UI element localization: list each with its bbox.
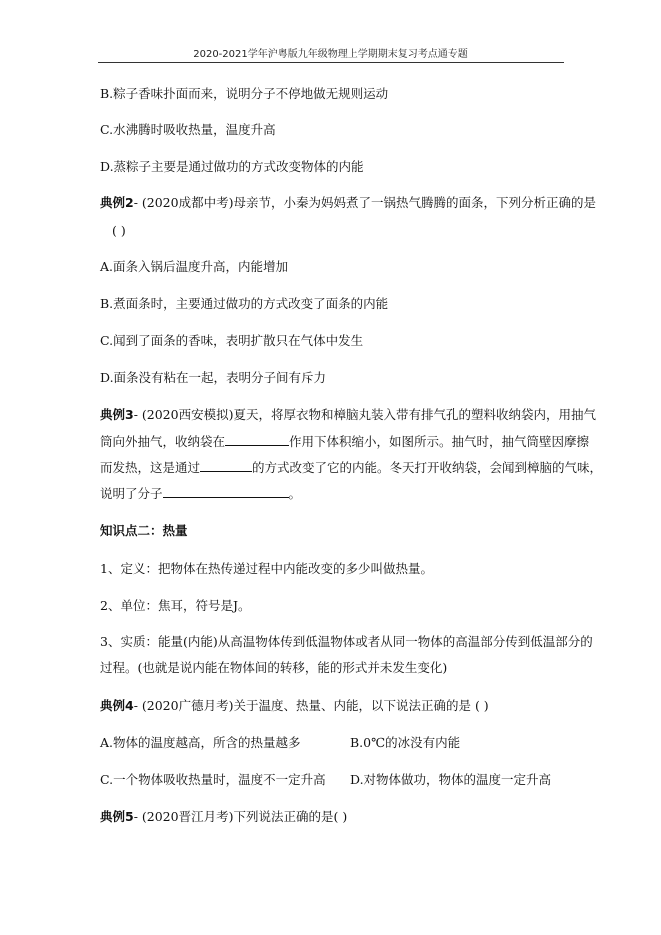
example-4-label: 典例4 [100, 698, 134, 713]
option-c-boiling: C.水沸腾时吸收热量，温度升高 [100, 122, 276, 137]
example-4-question [100, 698, 489, 714]
page-header: 2020-2021学年沪粤版九年级物理上学期期末复习考点通专题 [193, 49, 468, 60]
example-3-text-b1: 筒向外抽气，收纳袋在 [100, 434, 226, 449]
option-c-noodles: C.闻到了面条的香味，表明扩散只在气体中发生 [100, 333, 364, 348]
example-3-line-1 [100, 407, 596, 423]
example-5-question [100, 809, 347, 825]
option-b-noodles: B.煮面条时，主要通过做功的方式改变了面条的内能 [100, 296, 389, 311]
heat-essence-line-1: 3、实质：能量(内能)从高温物体传到低温物体或者从同一物体的高温部分传到低温部分的 [100, 634, 593, 649]
example-2-question [100, 195, 596, 211]
option-d-steaming: D.蒸粽子主要是通过做功的方式改变物体的内能 [100, 159, 364, 174]
example-4-option-d: D.对物体做功，物体的温度一定升高 [350, 772, 552, 787]
example-5-label: 典例5 [100, 809, 134, 824]
header-rule [98, 62, 564, 63]
example-3-text-c2: 的方式改变了它的内能。冬天打开收纳袋，会闻到樟脑的气味， [252, 460, 603, 475]
example-5-text: - (2020晋江月考)下列说法正确的是( ) [133, 809, 348, 824]
example-4-text: - (2020广德月考)关于温度、热量、内能，以下说法正确的是 ( ) [133, 698, 489, 713]
example-3-text-c1: 而发热，这是通过 [100, 460, 201, 475]
example-2-text: - (2020成都中考)母亲节，小秦为妈妈煮了一锅热气腾腾的面条，下列分析正确的是 [133, 195, 596, 210]
answer-blank-1[interactable] [225, 433, 289, 446]
example-3-text-a: - (2020西安模拟)夏天，将厚衣物和樟脑丸装入带有排气孔的塑料收纳袋内，用抽气 [133, 407, 596, 422]
answer-blank-2[interactable] [200, 459, 252, 472]
example-4-option-a: A.物体的温度越高，所含的热量越多 [100, 735, 301, 750]
example-3-line-2 [100, 433, 589, 450]
option-b-zongzi: B.粽子香味扑面而来，说明分子不停地做无规则运动 [100, 86, 389, 101]
example-2-label: 典例2 [100, 195, 134, 210]
example-3-line-3 [100, 459, 602, 476]
example-3-text-b2: 作用下体积缩小，如图所示。抽气时，抽气筒壁因摩擦 [289, 434, 590, 449]
knowledge-point-2-heading: 知识点二：热量 [100, 523, 188, 538]
option-a-noodles: A.面条入锅后温度升高，内能增加 [100, 259, 289, 274]
answer-blank-3[interactable] [163, 485, 289, 498]
example-3-text-d1: 说明了分子 [100, 486, 163, 501]
example-2-answer-paren: ( ) [112, 223, 126, 238]
heat-unit: 2、单位：焦耳，符号是J。 [100, 598, 251, 613]
option-d-noodles: D.面条没有粘在一起，表明分子间有斥力 [100, 370, 327, 385]
heat-definition: 1、定义：把物体在热传递过程中内能改变的多少叫做热量。 [100, 561, 433, 576]
heat-essence-line-2: 过程。(也就是说内能在物体间的转移，能的形式并未发生变化) [100, 660, 448, 675]
example-3-text-d2: 。 [288, 486, 302, 501]
example-4-option-b: B.0℃的冰没有内能 [350, 735, 461, 750]
example-3-line-4 [100, 485, 301, 502]
example-3-label: 典例3 [100, 407, 134, 422]
example-4-option-c: C.一个物体吸收热量时，温度不一定升高 [100, 772, 326, 787]
